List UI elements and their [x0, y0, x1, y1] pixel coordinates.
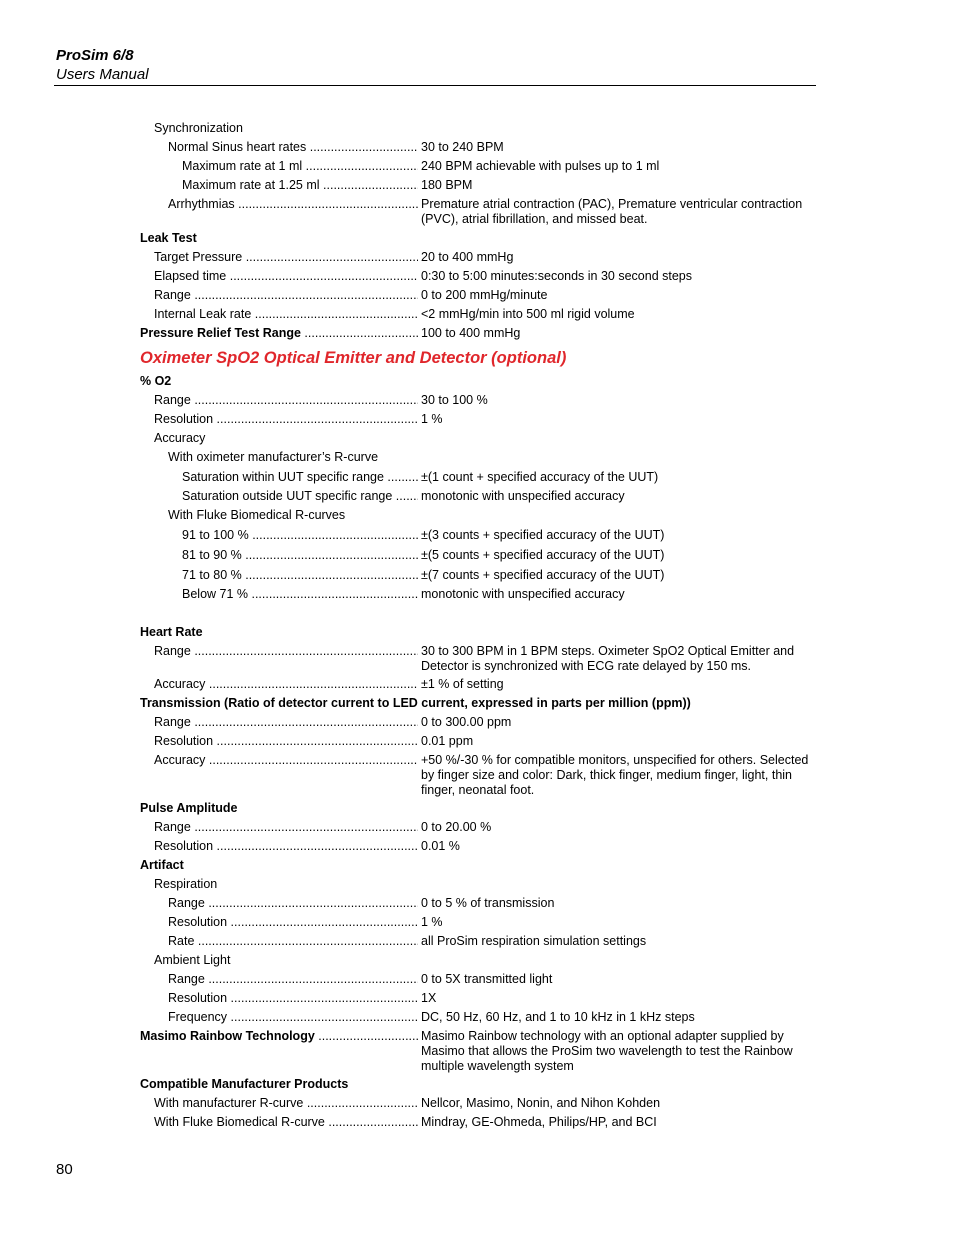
spec-value: 0 to 200 mmHg/minute — [421, 288, 548, 302]
spec-label: Accuracy — [154, 431, 206, 445]
spec-label: Elapsed time ..... — [154, 269, 418, 284]
spec-value: 0.01 ppm — [421, 734, 474, 748]
spec-value: Masimo Rainbow technology with an optional adapter supplied by Masimo that allows the ProSim two wavelength to test the Rainbow multiple wavelength system — [421, 1029, 793, 1073]
spec-label: % O2 — [140, 374, 172, 388]
spec-value: 1X — [421, 991, 437, 1005]
spec-label: With manufacturer R-curve ..... — [154, 1096, 418, 1111]
page-number: 80 — [56, 1161, 73, 1178]
spec-label: Saturation within UUT specific range ..... — [182, 470, 418, 485]
spec-value: 180 BPM — [421, 178, 473, 192]
spec-value: 0 to 300.00 ppm — [421, 715, 512, 729]
spec-label: Pulse Amplitude — [140, 801, 238, 815]
spec-value: 30 to 300 BPM in 1 BPM steps. Oximeter SpO2 Optical Emitter and Detector is synchronized with ECG rate delayed by 150 ms. — [421, 644, 795, 673]
spec-value: ±(1 count + specified accuracy of the UUT) — [421, 470, 659, 484]
spec-label: Internal Leak rate ..... — [154, 307, 418, 322]
spec-label: With oximeter manufacturer’s R-curve — [168, 450, 379, 464]
spec-value: Mindray, GE-Ohmeda, Philips/HP, and BCI — [421, 1115, 657, 1129]
manual-subtitle: Users Manual — [56, 66, 149, 83]
spec-value: 0 to 5X transmitted light — [421, 972, 553, 986]
spec-label: Range ..... — [154, 644, 418, 659]
spec-label: With Fluke Biomedical R-curve ..... — [154, 1115, 418, 1130]
spec-value: Nellcor, Masimo, Nonin, and Nihon Kohden — [421, 1096, 661, 1110]
spec-label: Resolution ..... — [154, 839, 418, 854]
spec-label: Maximum rate at 1 ml ..... — [182, 159, 418, 174]
spec-value: 1 % — [421, 915, 443, 929]
spec-value: ±(7 counts + specified accuracy of the UUT) — [421, 568, 665, 582]
spec-label: With Fluke Biomedical R-curves — [168, 508, 346, 522]
spec-value: 0 to 20.00 % — [421, 820, 492, 834]
spec-label: Target Pressure ..... — [154, 250, 418, 265]
spec-value: all ProSim respiration simulation settings — [421, 934, 647, 948]
spec-label: Normal Sinus heart rates ..... — [168, 140, 418, 155]
spec-label: Below 71 % ..... — [182, 587, 418, 602]
spec-label: Masimo Rainbow Technology ..... — [140, 1029, 418, 1044]
spec-label: Heart Rate — [140, 625, 203, 639]
spec-label: Range ..... — [168, 896, 418, 911]
spec-label: 91 to 100 % ..... — [182, 528, 418, 543]
spec-value: 240 BPM achievable with pulses up to 1 ml — [421, 159, 660, 173]
spec-label: Range ..... — [154, 820, 418, 835]
spec-label: Rate ..... — [168, 934, 418, 949]
spec-label: Resolution ..... — [168, 991, 418, 1006]
spec-value: Premature atrial contraction (PAC), Premature ventricular contraction (PVC), atrial fibrillation, and missed beat. — [421, 197, 803, 226]
spec-value: ±(5 counts + specified accuracy of the UUT) — [421, 548, 665, 562]
spec-value: +50 %/-30 % for compatible monitors, unspecified for others. Selected by finger size and color: Dark, thick finger, medium finger, light, thin finger, neonatal foot. — [421, 753, 809, 797]
spec-value: monotonic with unspecified accuracy — [421, 489, 625, 503]
spec-label: Range ..... — [154, 715, 418, 730]
spec-label: Accuracy ..... — [154, 677, 418, 692]
spec-value: 20 to 400 mmHg — [421, 250, 514, 264]
spec-label: Compatible Manufacturer Products — [140, 1077, 349, 1091]
spec-value: 0 to 5 % of transmission — [421, 896, 555, 910]
spec-value: ±(3 counts + specified accuracy of the UUT) — [421, 528, 665, 542]
spec-label: Range ..... — [154, 393, 418, 408]
spec-value: monotonic with unspecified accuracy — [421, 587, 625, 601]
spec-label: Saturation outside UUT specific range ..... — [182, 489, 418, 504]
spec-value: ±1 % of setting — [421, 677, 504, 691]
spec-label: Range ..... — [168, 972, 418, 987]
manual-title: ProSim 6/8 — [56, 47, 134, 64]
spec-label: Transmission (Ratio of detector current to LED current, expressed in parts per million (ppm)) — [140, 696, 691, 710]
spec-label: Pressure Relief Test Range ..... — [140, 326, 418, 341]
spec-label: Leak Test — [140, 231, 197, 245]
spec-value: DC, 50 Hz, 60 Hz, and 1 to 10 kHz in 1 kHz steps — [421, 1010, 695, 1024]
spec-label: Ambient Light — [154, 953, 231, 967]
spec-value: 1 % — [421, 412, 443, 426]
spec-label: Frequency ..... — [168, 1010, 418, 1025]
spec-value: 0:30 to 5:00 minutes:seconds in 30 second steps — [421, 269, 693, 283]
spec-value: 30 to 240 BPM — [421, 140, 504, 154]
spec-label: Resolution ..... — [154, 734, 418, 749]
section-heading: Oximeter SpO2 Optical Emitter and Detector (optional) — [140, 349, 567, 367]
spec-label: Arrhythmias ..... — [168, 197, 418, 212]
spec-label: Accuracy ..... — [154, 753, 418, 768]
spec-label: Artifact — [140, 858, 184, 872]
spec-label: Resolution ..... — [154, 412, 418, 427]
spec-label: Maximum rate at 1.25 ml ..... — [182, 178, 418, 193]
spec-label: Respiration — [154, 877, 218, 891]
spec-value: 0.01 % — [421, 839, 460, 853]
spec-label: 71 to 80 % ..... — [182, 568, 418, 583]
spec-label: 81 to 90 % ..... — [182, 548, 418, 563]
spec-value: <2 mmHg/min into 500 ml rigid volume — [421, 307, 635, 321]
spec-label: Synchronization — [154, 121, 243, 135]
spec-value: 30 to 100 % — [421, 393, 488, 407]
spec-value: 100 to 400 mmHg — [421, 326, 521, 340]
spec-label: Range ..... — [154, 288, 418, 303]
spec-label: Resolution ..... — [168, 915, 418, 930]
